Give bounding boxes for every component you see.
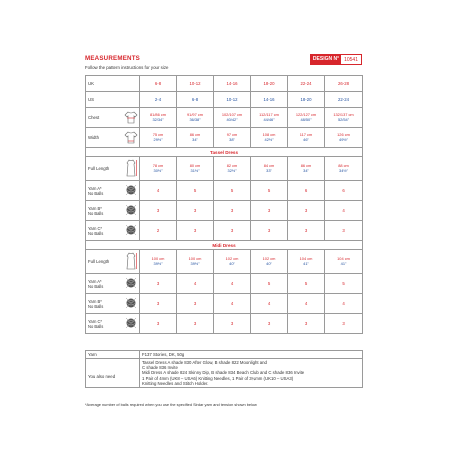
also-need-row xyxy=(86,359,363,388)
length-in: 33" xyxy=(266,167,272,173)
balls-count: 3 xyxy=(140,314,177,334)
length-in: 31½" xyxy=(190,167,200,173)
length-cm: 104 cm xyxy=(299,255,313,261)
balls-count: 5 xyxy=(177,181,214,201)
yarn-label: Yarn xyxy=(86,351,140,359)
balls-count: 3 xyxy=(325,221,363,241)
note-line: Knitting Needles and Stitch Holder. xyxy=(142,380,209,386)
yarn-b-label: Yarn B* No Balls xyxy=(86,294,124,314)
balls-count: 3 xyxy=(214,221,251,241)
yarn-c-label: Yarn C* No Balls xyxy=(86,221,124,241)
length-cm: 102 cm xyxy=(225,255,239,261)
design-number: 10541 xyxy=(344,56,358,63)
length-in: 41" xyxy=(340,260,347,266)
balls-count: 5 xyxy=(288,274,325,294)
chest-cm: 91/97 cm xyxy=(187,111,204,117)
length-cm: 82 cm xyxy=(226,162,238,168)
balls-count: 4 xyxy=(214,294,251,314)
balls-count: 3 xyxy=(140,274,177,294)
note-line: Tassel Dress A shade 830 After Glow, B shade 822 Moonlight and xyxy=(142,360,267,365)
yarn-ball-icon xyxy=(124,181,140,201)
length-cm: 104 cm xyxy=(337,255,350,261)
balls-count: 5 xyxy=(251,274,288,294)
yarn-c-label: Yarn C* No Balls xyxy=(86,314,124,334)
yarn-ball-icon xyxy=(124,201,140,221)
width-cm: 86 cm xyxy=(189,131,201,137)
balls-count: 3 xyxy=(177,201,214,221)
uk-size: 14-16 xyxy=(214,76,251,92)
chest-cm: 122/127 cm xyxy=(295,111,317,117)
length-in: 30½" xyxy=(153,167,163,173)
length-cm: 102 cm xyxy=(262,255,276,261)
materials-table xyxy=(85,350,363,388)
length-cm: 84 cm xyxy=(263,162,275,168)
also-need-label: You also need xyxy=(86,359,140,388)
balls-count: 3 xyxy=(288,201,325,221)
uk-size: 22-24 xyxy=(288,76,325,92)
section-heading: Midi Dress xyxy=(86,241,363,250)
section-midi xyxy=(86,241,363,250)
note-line: C shade 836 Invite xyxy=(142,365,178,371)
measurements-table xyxy=(85,75,363,334)
full-length-label: Full Length xyxy=(86,157,124,181)
length-cm: 100 cm xyxy=(188,255,202,261)
chest-in: 36/38" xyxy=(189,116,201,122)
section-heading: Tassel Dress xyxy=(86,148,363,157)
uk-size: 18-20 xyxy=(251,76,288,92)
length-in: 34½" xyxy=(339,167,348,173)
note-line: 1 Pair of 4mm (UK8 – USA6) Knitting Needles, 1 Pair of 3¼mm (UK10 – USA3) xyxy=(142,375,294,381)
uk-size: 10-12 xyxy=(177,76,214,92)
width-row xyxy=(86,128,363,148)
chest-in: 48/50" xyxy=(300,116,312,122)
balls-count: 3 xyxy=(214,201,251,221)
width-in: 38" xyxy=(229,136,235,142)
design-label: DESIGN N° xyxy=(312,56,340,62)
yarn-ball-icon xyxy=(124,314,140,334)
balls-count: 3 xyxy=(214,314,251,334)
us-row xyxy=(86,92,363,108)
midi-yarn-c-row xyxy=(86,314,363,334)
uk-row xyxy=(86,76,363,92)
chest-cm: 102/107 cm xyxy=(221,111,243,117)
midi-length-row xyxy=(86,250,363,274)
balls-count: 3 xyxy=(140,201,177,221)
length-in: 41" xyxy=(303,260,309,266)
tassel-yarn-a-row xyxy=(86,181,363,201)
width-in: 42½" xyxy=(264,136,274,142)
balls-count: 4 xyxy=(214,274,251,294)
yarn-text: F137 Stories, DK, 50g xyxy=(140,351,363,359)
measurements-sheet xyxy=(85,50,362,415)
chest-cm: 112/117 cm xyxy=(259,111,279,117)
balls-count: 5 xyxy=(214,181,251,201)
also-need-text xyxy=(140,359,363,388)
balls-count: 3 xyxy=(140,294,177,314)
balls-count: 3 xyxy=(251,221,288,241)
section-tassel xyxy=(86,148,363,157)
full-length-label: Full Length xyxy=(86,250,124,274)
width-in: 29½" xyxy=(153,136,163,142)
balls-count: 4 xyxy=(177,274,214,294)
chest-cm: 132/137 cm xyxy=(333,111,354,117)
us-label: US xyxy=(86,92,140,108)
uk-size: 6-8 xyxy=(140,76,177,92)
balls-count: 3 xyxy=(325,314,363,334)
balls-count: 5 xyxy=(251,181,288,201)
page-title: MEASUREMENTS xyxy=(85,55,140,62)
midi-yarn-b-row xyxy=(86,294,363,314)
balls-count: 6 xyxy=(325,181,363,201)
length-in: 40" xyxy=(229,260,235,266)
balls-count: 4 xyxy=(325,294,363,314)
sweater-width-icon xyxy=(124,128,140,148)
length-cm: 80 cm xyxy=(189,162,201,168)
balls-count: 4 xyxy=(251,294,288,314)
width-in: 49½" xyxy=(339,136,348,142)
yarn-ball-icon xyxy=(124,294,140,314)
chest-row xyxy=(86,108,363,128)
chest-in: 32/34" xyxy=(152,116,164,122)
length-in: 40" xyxy=(266,260,272,266)
sweater-chest-icon xyxy=(124,108,140,128)
us-size: 18-20 xyxy=(288,92,325,108)
balls-count: 2 xyxy=(140,221,177,241)
length-in: 34" xyxy=(303,167,309,173)
chest-in: 40/42" xyxy=(226,116,238,122)
balls-count: 3 xyxy=(288,221,325,241)
us-size: 10-12 xyxy=(214,92,251,108)
balls-count: 3 xyxy=(177,314,214,334)
tassel-length-row xyxy=(86,157,363,181)
length-in: 32½" xyxy=(227,167,237,173)
uk-label: UK xyxy=(86,76,140,92)
chest-cm: 81/86 cm xyxy=(150,111,167,117)
balls-count: 3 xyxy=(251,314,288,334)
us-size: 6-8 xyxy=(177,92,214,108)
balls-count: 3 xyxy=(177,294,214,314)
balls-count: 4 xyxy=(325,201,363,221)
width-cm: 108 cm xyxy=(262,131,276,137)
midi-yarn-a-row xyxy=(86,274,363,294)
width-cm: 75 cm xyxy=(152,131,164,137)
width-cm: 117 cm xyxy=(299,131,313,137)
length-cm: 88 cm xyxy=(338,162,349,168)
footnote: *Average number of balls required when you use the specified Sirdar yarn and tension shown below xyxy=(85,402,257,407)
length-cm: 86 cm xyxy=(300,162,312,168)
width-cm: 126 cm xyxy=(337,131,350,137)
width-in: 34" xyxy=(192,136,198,142)
us-size: 22-24 xyxy=(325,92,363,108)
balls-count: 4 xyxy=(140,181,177,201)
balls-count: 6 xyxy=(288,181,325,201)
tassel-yarn-c-row xyxy=(86,221,363,241)
yarn-a-label: Yarn A* No Balls xyxy=(86,274,124,294)
note-line: Midi Dress A shade 824 Skinny Dip, B shade 834 Beach Club and C shade 836 Invite xyxy=(142,370,305,376)
us-size: 14-16 xyxy=(251,92,288,108)
tassel-yarn-b-row xyxy=(86,201,363,221)
length-cm: 100 cm xyxy=(151,255,165,261)
yarn-ball-icon xyxy=(124,221,140,241)
dress-length-icon xyxy=(124,157,140,181)
balls-count: 5 xyxy=(325,274,363,294)
balls-count: 3 xyxy=(177,221,214,241)
intro-text: Follow the pattern instructions for your size xyxy=(85,65,169,70)
chest-in: 52/54" xyxy=(337,116,350,122)
yarn-row xyxy=(86,351,363,359)
yarn-ball-icon xyxy=(124,274,140,294)
length-in: 39½" xyxy=(190,260,200,266)
width-cm: 97 cm xyxy=(226,131,238,137)
yarn-b-label: Yarn B* No Balls xyxy=(86,201,124,221)
dress-length-icon xyxy=(124,250,140,274)
balls-count: 4 xyxy=(288,294,325,314)
chest-in: 44/46" xyxy=(263,116,275,122)
design-number-box xyxy=(310,54,362,65)
balls-count: 3 xyxy=(251,201,288,221)
yarn-a-label: Yarn A* No Balls xyxy=(86,181,124,201)
chest-label: Chest xyxy=(86,108,124,128)
length-in: 39½" xyxy=(153,260,163,266)
us-size: 2-4 xyxy=(140,92,177,108)
width-label: Width xyxy=(86,128,124,148)
width-in: 46" xyxy=(303,136,309,142)
length-cm: 78 cm xyxy=(152,162,164,168)
balls-count: 3 xyxy=(288,314,325,334)
uk-size: 26-28 xyxy=(325,76,363,92)
